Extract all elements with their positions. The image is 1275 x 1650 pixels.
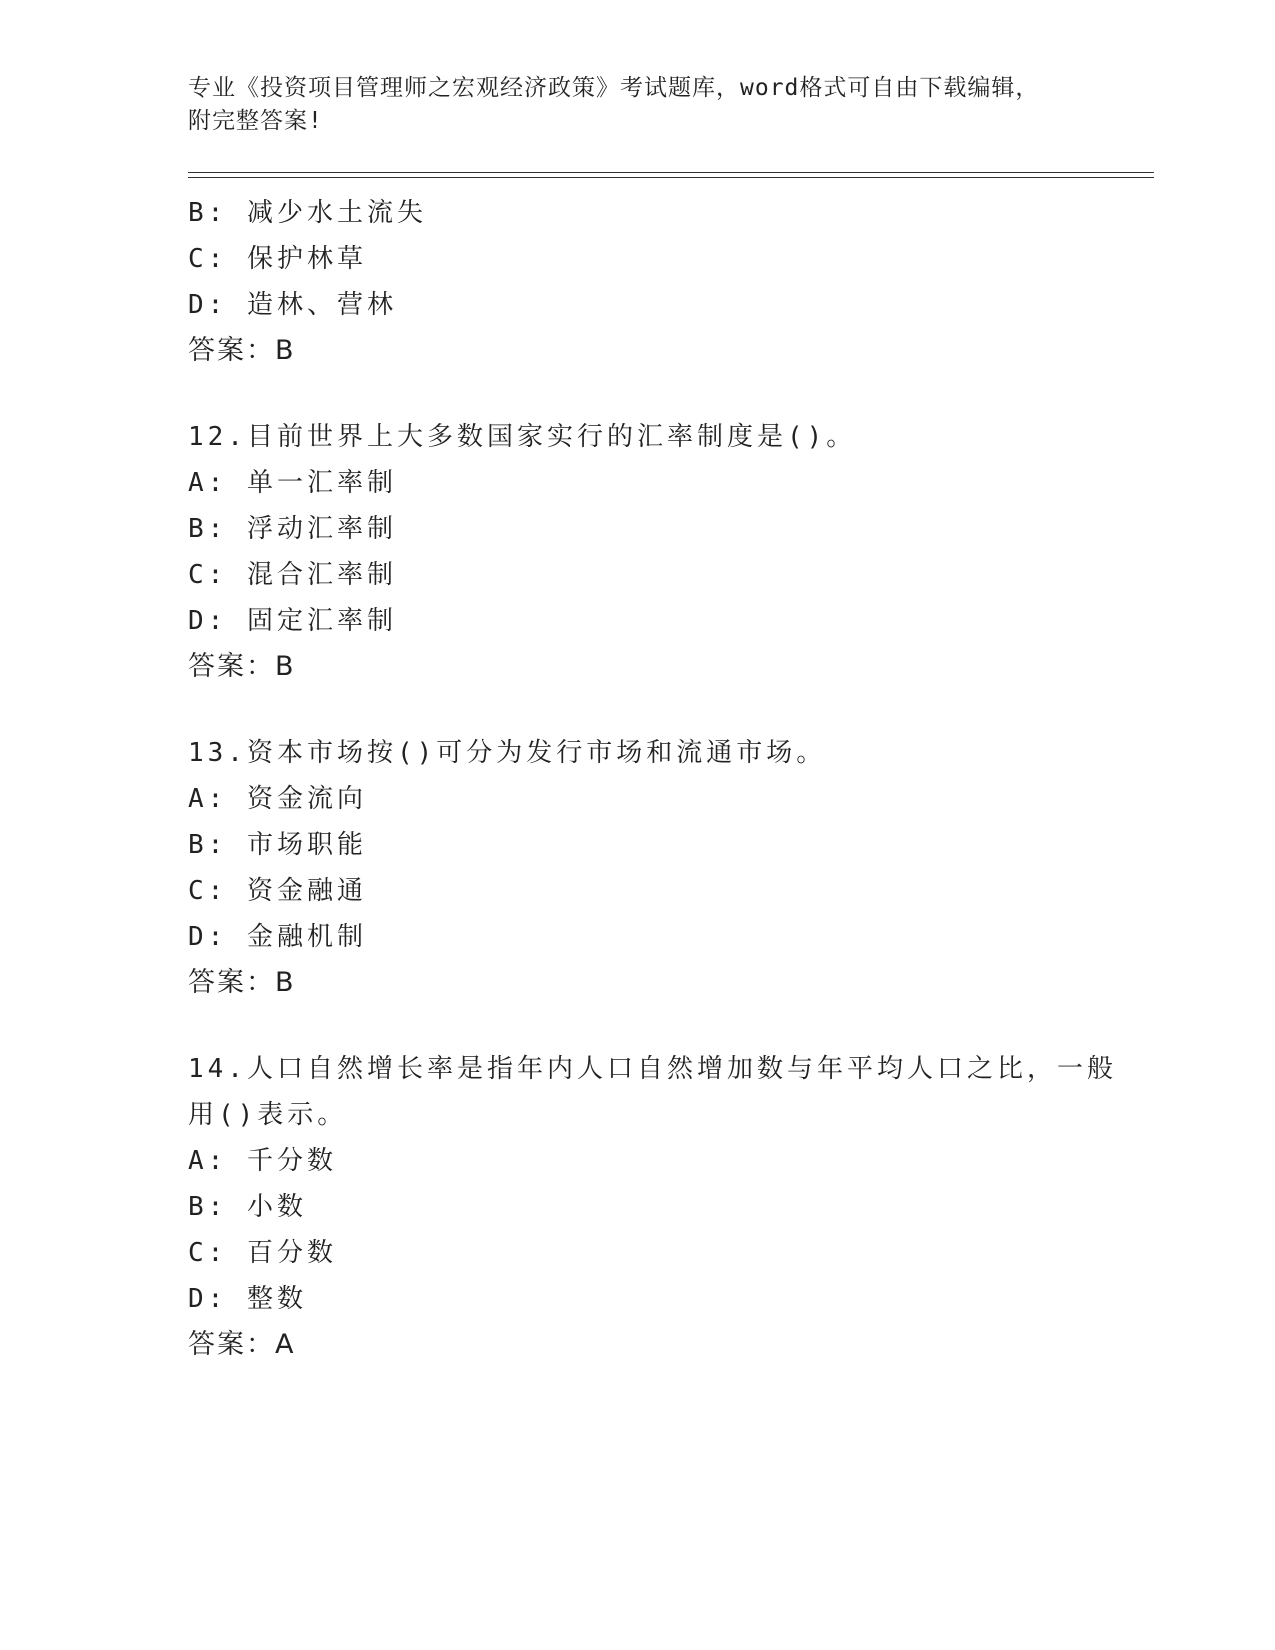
question-stem: 12.目前世界上大多数国家实行的汇率制度是()。 [188,422,857,452]
header-line-2: 附完整答案! [188,108,323,134]
option-b: B: 市场职能 [188,830,367,860]
document-header [188,72,1088,138]
option-b: B: 浮动汇率制 [188,514,397,544]
option-a: A: 单一汇率制 [188,468,397,498]
option-d: D: 整数 [188,1284,307,1314]
option-c: C: 资金融通 [188,876,367,906]
option-c: C: 百分数 [188,1238,337,1268]
question-block-13 [188,730,1108,1006]
question-block-12 [188,414,1108,690]
option-a: A: 千分数 [188,1146,337,1176]
option-b: B: 减少水土流失 [188,198,427,228]
question-stem: 13.资本市场按()可分为发行市场和流通市场。 [188,738,827,768]
answer-text: 答案：B [188,967,296,998]
question-stem-line-2: 用()表示。 [188,1100,348,1130]
header-rule-bottom [188,177,1154,178]
option-a: A: 资金流向 [188,784,367,814]
option-b: B: 小数 [188,1192,307,1222]
question-stem-line-1: 14.人口自然增长率是指年内人口自然增加数与年平均人口之比，一般 [188,1054,1117,1084]
answer-text: 答案：B [188,335,296,366]
header-line-1: 专业《投资项目管理师之宏观经济政策》考试题库，word格式可自由下载编辑， [188,75,1040,101]
option-d: D: 造林、营林 [188,290,397,320]
question-content [188,190,1117,1368]
option-c: C: 混合汇率制 [188,560,397,590]
option-c: C: 保护林草 [188,244,367,274]
answer-text: 答案：A [188,1329,296,1360]
question-block-11 [188,190,1108,374]
answer-text: 答案：B [188,651,296,682]
header-rule-top [188,172,1154,173]
question-block-14 [188,1046,1117,1368]
option-d: D: 金融机制 [188,922,367,952]
option-d: D: 固定汇率制 [188,606,397,636]
